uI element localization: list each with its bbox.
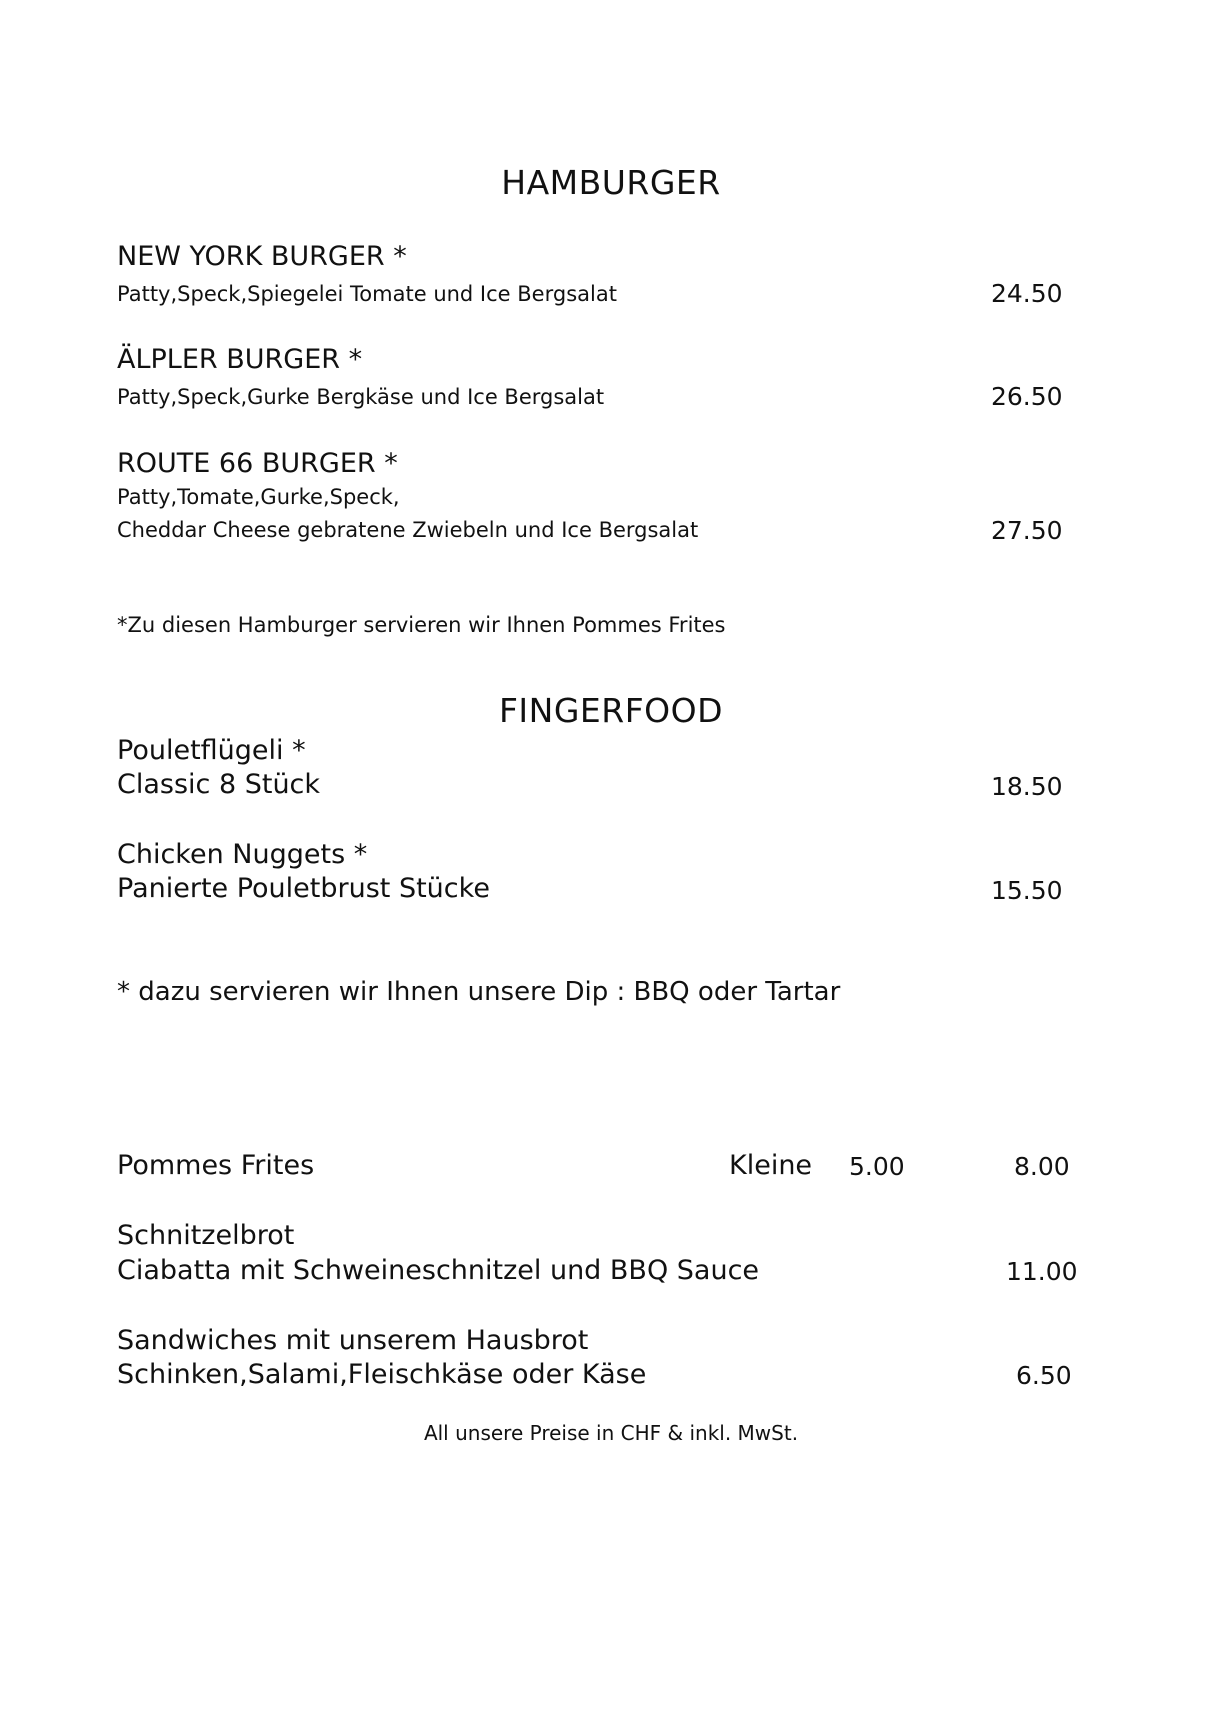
menu-item-price: 11.00 — [1006, 1257, 1078, 1286]
menu-item-desc: Patty,Tomate,Gurke,Speck, — [117, 485, 400, 509]
menu-item-name: Schnitzelbrot — [117, 1220, 295, 1251]
fingerfood-note: * dazu servieren wir Ihnen unsere Dip : BBQ oder Tartar — [117, 977, 841, 1007]
menu-item-price: 27.50 — [991, 516, 1063, 545]
menu-item-name: ÄLPLER BURGER * — [117, 344, 363, 375]
menu-item-name: Pouletflügeli * — [117, 735, 306, 766]
pommes-small-price: 5.00 — [849, 1152, 905, 1181]
hamburger-heading: HAMBURGER — [501, 163, 721, 202]
menu-item-desc: Cheddar Cheese gebratene Zwiebeln und Ice Bergsalat — [117, 518, 699, 542]
price-footer-note: All unsere Preise in CHF & inkl. MwSt. — [423, 1421, 799, 1445]
menu-item-price: 24.50 — [991, 279, 1063, 308]
menu-item-name: ROUTE 66 BURGER * — [117, 448, 398, 479]
menu-item-desc: Patty,Speck,Gurke Bergkäse und Ice Bergsalat — [117, 385, 605, 409]
menu-item-price: 15.50 — [991, 876, 1063, 905]
fingerfood-heading: FINGERFOOD — [498, 691, 724, 730]
pommes-small-label: Kleine — [729, 1150, 813, 1181]
menu-item-name: Chicken Nuggets * — [117, 839, 368, 870]
menu-item-price: 26.50 — [991, 382, 1063, 411]
menu-item-price: 6.50 — [1016, 1361, 1072, 1390]
menu-item-price: 18.50 — [991, 772, 1063, 801]
menu-item-desc: Patty,Speck,Spiegelei Tomate und Ice Bergsalat — [117, 282, 617, 306]
menu-item-price: 8.00 — [1014, 1152, 1070, 1181]
menu-item-desc: Ciabatta mit Schweineschnitzel und BBQ Sauce — [117, 1255, 760, 1286]
menu-item-name: Pommes Frites — [117, 1150, 315, 1181]
hamburger-note: *Zu diesen Hamburger servieren wir Ihnen Pommes Frites — [117, 613, 726, 637]
menu-item-desc: Classic 8 Stück — [117, 769, 321, 800]
menu-item-desc: Panierte Pouletbrust Stücke — [117, 873, 490, 904]
menu-item-desc: Schinken,Salami,Fleischkäse oder Käse — [117, 1359, 647, 1390]
menu-item-name: NEW YORK BURGER * — [117, 241, 407, 272]
menu-item-name: Sandwiches mit unserem Hausbrot — [117, 1325, 589, 1356]
